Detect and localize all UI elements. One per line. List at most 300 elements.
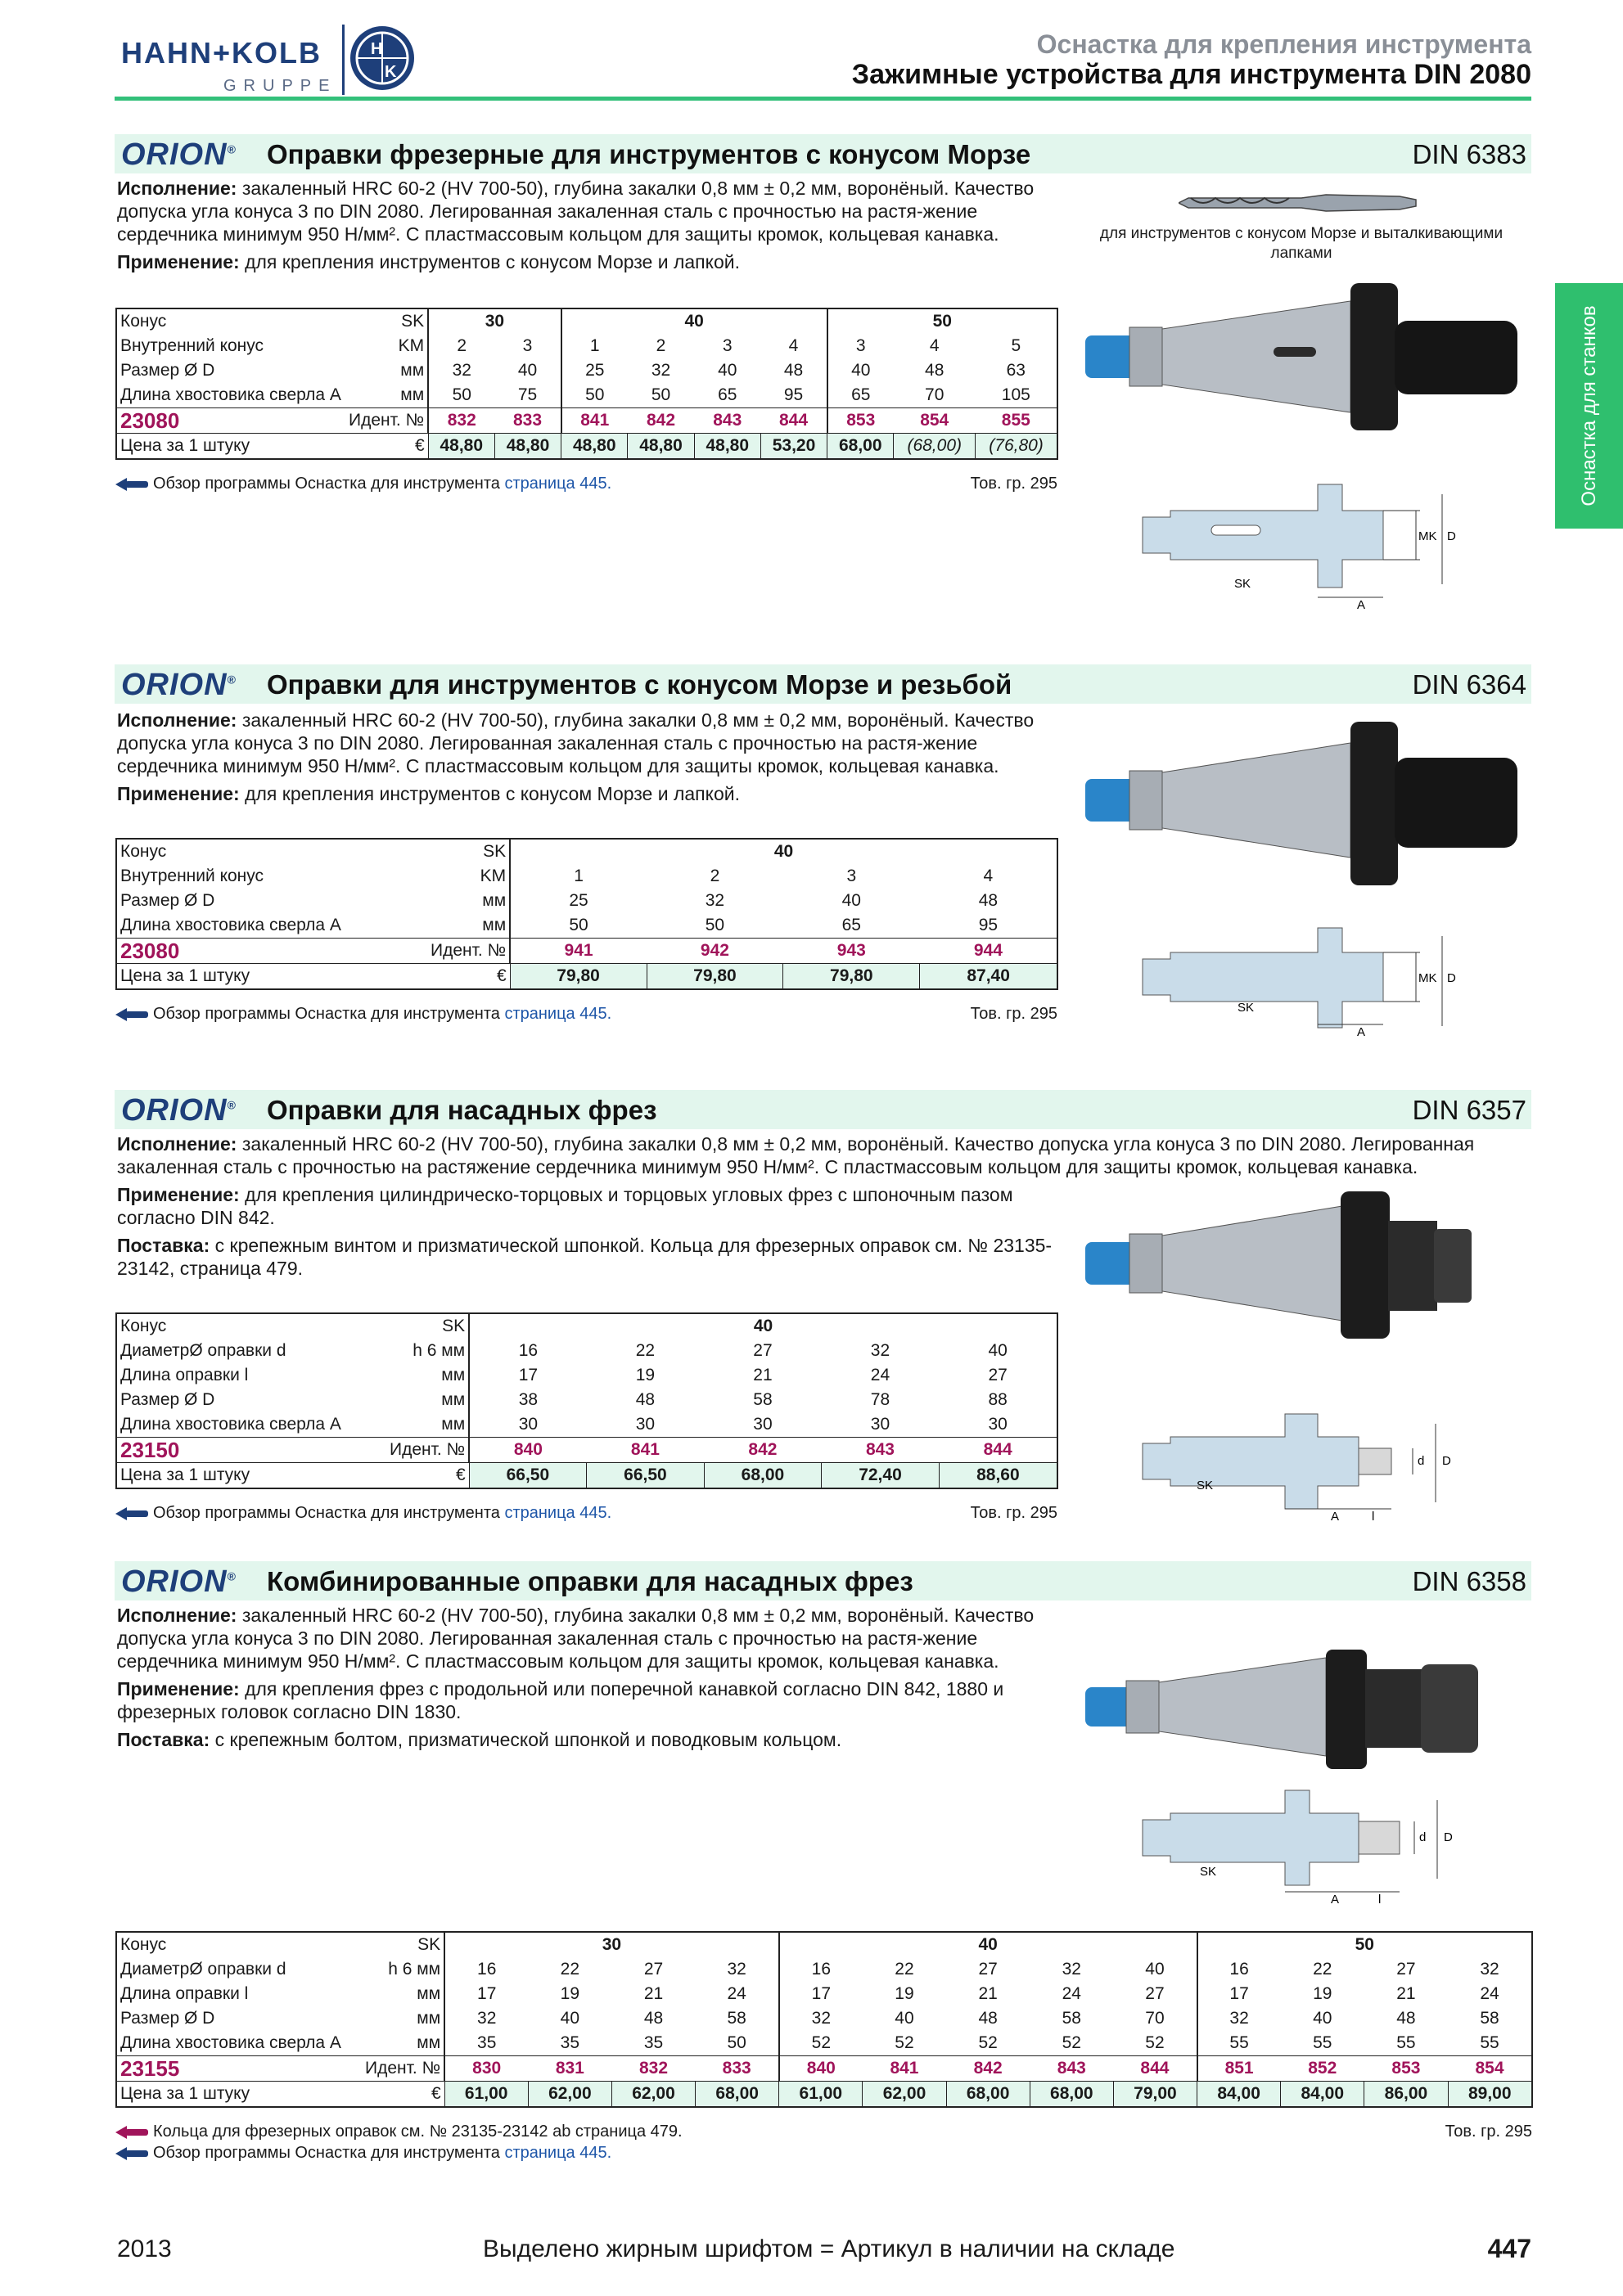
din-standard: DIN 6358 bbox=[1412, 1566, 1526, 1596]
svg-text:D: D bbox=[1447, 529, 1456, 543]
table-cell: 3 bbox=[846, 867, 857, 885]
table-cell: 19 bbox=[895, 1984, 914, 2003]
table-cell: 88 bbox=[988, 1390, 1008, 1409]
price-label: Цена за 1 штуку bbox=[116, 964, 427, 990]
table-cell: 35 bbox=[643, 2033, 664, 2052]
ident-number[interactable]: 944 bbox=[920, 939, 1057, 964]
row-label: ДиаметрØ оправки d bbox=[120, 1960, 286, 1979]
ident-number[interactable]: 942 bbox=[647, 939, 783, 964]
brand-logo: ORION® bbox=[121, 668, 237, 702]
row-unit: SK bbox=[442, 1317, 466, 1335]
arrow-left-icon bbox=[115, 1507, 148, 1520]
row-label: Конус bbox=[120, 842, 167, 861]
section-header-din6357 bbox=[115, 1090, 1531, 1129]
table-cell: 58 bbox=[1480, 2009, 1499, 2028]
brand-logo: ORION® bbox=[121, 137, 237, 172]
table-cell: 4 bbox=[929, 336, 940, 355]
table-cell: 58 bbox=[1062, 2009, 1081, 2028]
price-cell: (68,00) bbox=[894, 434, 976, 460]
row-label: Конус bbox=[120, 1317, 167, 1335]
row-label: Длина хвостовика сверла A bbox=[120, 1415, 341, 1434]
din-standard: DIN 6364 bbox=[1412, 669, 1526, 700]
table-cell: 17 bbox=[1197, 1982, 1281, 2006]
ident-number[interactable]: 854 bbox=[1448, 2056, 1532, 2082]
table-cell: 35 bbox=[444, 2031, 528, 2056]
table-cell: 19 bbox=[635, 1366, 656, 1384]
table-cell: 75 bbox=[517, 385, 538, 404]
price-cell: 62,00 bbox=[611, 2082, 695, 2108]
arrow-left-icon bbox=[115, 1008, 148, 1021]
table-cell: 40 bbox=[517, 361, 538, 380]
company-logo bbox=[121, 18, 416, 97]
table-cell: 70 bbox=[925, 385, 944, 404]
taper-group-40: 40 bbox=[561, 308, 827, 334]
row-label: Размер Ø D bbox=[120, 361, 215, 380]
price-cell: 62,00 bbox=[863, 2082, 946, 2108]
table-cell: 32 bbox=[705, 891, 725, 910]
side-tab-label: Оснастка для станков bbox=[1577, 305, 1600, 506]
price-cell: 68,00 bbox=[827, 434, 894, 460]
svg-text:l: l bbox=[1372, 1510, 1375, 1522]
svg-text:A: A bbox=[1331, 1893, 1340, 1907]
row-label: ДиаметрØ оправки d bbox=[120, 1341, 286, 1360]
table-cell: 17 bbox=[779, 1982, 863, 2006]
price-cell: 89,00 bbox=[1448, 2082, 1532, 2108]
table-cell: 27 bbox=[753, 1341, 773, 1360]
table-cell: 30 bbox=[988, 1415, 1008, 1434]
table-cell: 40 bbox=[827, 358, 894, 383]
table-cell: 52 bbox=[779, 2031, 863, 2056]
table-cell: 105 bbox=[1001, 385, 1030, 404]
table-cell: 2 bbox=[656, 336, 666, 355]
table-cell: 32 bbox=[779, 2006, 863, 2031]
row-label: Конус bbox=[120, 312, 167, 331]
taper-group-50: 50 bbox=[827, 308, 1057, 334]
table-cell: 21 bbox=[978, 1984, 998, 2003]
svg-text:SK: SK bbox=[1234, 577, 1251, 591]
ident-number[interactable]: 830 bbox=[444, 2056, 528, 2082]
brand-logo: ORION® bbox=[121, 1564, 237, 1599]
ident-number[interactable]: 844 bbox=[760, 408, 827, 434]
overview-note: Обзор программы Оснастка для инструмента страница 445. bbox=[115, 475, 611, 493]
price-cell: 87,40 bbox=[920, 964, 1057, 990]
row-unit: h 6 мм bbox=[413, 1341, 466, 1360]
table-cell: 55 bbox=[1313, 2033, 1332, 2052]
table-cell: 32 bbox=[1197, 2006, 1281, 2031]
overview-note: Обзор программы Оснастка для инструмента страница 445. bbox=[115, 2144, 611, 2163]
table-cell: 21 bbox=[753, 1366, 773, 1384]
table-cell: 65 bbox=[827, 383, 894, 408]
ident-number[interactable]: 842 bbox=[946, 2056, 1030, 2082]
table-cell: 30 bbox=[635, 1415, 656, 1434]
table-cell: 32 bbox=[428, 358, 494, 383]
holder-photo-3 bbox=[1080, 1188, 1490, 1352]
article-number: 23080 bbox=[116, 939, 427, 964]
row-label: Длина оправки l bbox=[120, 1984, 249, 2003]
table-cell: 48 bbox=[925, 361, 944, 380]
table-cell: 63 bbox=[1006, 361, 1026, 380]
overview-note: Обзор программы Оснастка для инструмента страница 445. bbox=[115, 1005, 611, 1024]
svg-text:K: K bbox=[385, 63, 397, 81]
table-cell: 55 bbox=[1396, 2033, 1416, 2052]
row-label: Длина хвостовика сверла A bbox=[120, 2033, 341, 2052]
ident-number[interactable]: 842 bbox=[628, 408, 694, 434]
price-cell: 66,50 bbox=[587, 1463, 705, 1489]
ident-number[interactable]: 831 bbox=[528, 2056, 611, 2082]
overview-link[interactable]: страница 445. bbox=[504, 475, 612, 493]
section-header-din6383 bbox=[115, 134, 1531, 173]
logo-subtitle: GRUPPE bbox=[223, 77, 337, 95]
din-standard: DIN 6357 bbox=[1412, 1095, 1526, 1125]
table-cell: 55 bbox=[1197, 2031, 1281, 2056]
spec-table-din6358 bbox=[115, 1931, 1533, 2108]
table-cell: 55 bbox=[1480, 2033, 1499, 2052]
row-unit: мм bbox=[482, 916, 507, 934]
price-cell: 66,50 bbox=[469, 1463, 587, 1489]
price-cell: 88,60 bbox=[939, 1463, 1057, 1489]
price-cell: 84,00 bbox=[1197, 2082, 1281, 2108]
ident-number[interactable]: 833 bbox=[696, 2056, 779, 2082]
din-standard: DIN 6383 bbox=[1412, 139, 1526, 169]
price-cell: 61,00 bbox=[779, 2082, 863, 2108]
price-cell: 48,80 bbox=[694, 434, 760, 460]
row-label: Размер Ø D bbox=[120, 2009, 215, 2028]
table-cell: 40 bbox=[1145, 1960, 1165, 1979]
row-unit: мм bbox=[400, 361, 425, 380]
table-cell: 25 bbox=[510, 889, 647, 913]
currency: € bbox=[345, 434, 428, 460]
taper-group-50: 50 bbox=[1197, 1932, 1532, 1957]
table-cell: 2 bbox=[428, 334, 494, 358]
ident-label: Идент. № bbox=[345, 408, 428, 434]
price-cell: 79,00 bbox=[1113, 2082, 1197, 2108]
table-cell: 1 bbox=[561, 334, 628, 358]
table-cell: 32 bbox=[444, 2006, 528, 2031]
table-cell: 40 bbox=[895, 2009, 914, 2028]
table-cell: 30 bbox=[469, 1412, 587, 1438]
row-unit: KM bbox=[480, 867, 507, 885]
price-cell: 48,80 bbox=[561, 434, 628, 460]
price-cell: 53,20 bbox=[760, 434, 827, 460]
ident-number[interactable]: 941 bbox=[510, 939, 647, 964]
ident-number[interactable]: 855 bbox=[976, 408, 1057, 434]
table-cell: 2 bbox=[710, 867, 720, 885]
dimension-drawing-2 bbox=[1138, 923, 1465, 1054]
holder-photo-4 bbox=[1080, 1645, 1506, 1776]
table-cell: 4 bbox=[983, 867, 994, 885]
ident-number[interactable]: 832 bbox=[611, 2056, 695, 2082]
svg-text:D: D bbox=[1444, 1830, 1453, 1844]
table-cell: 32 bbox=[870, 1341, 890, 1360]
price-cell: 68,00 bbox=[696, 2082, 779, 2108]
table-cell: 40 bbox=[1313, 2009, 1332, 2028]
price-cell: 48,80 bbox=[428, 434, 494, 460]
table-cell: 50 bbox=[561, 383, 628, 408]
section-header-din6364 bbox=[115, 664, 1531, 704]
table-cell: 22 bbox=[560, 1960, 580, 1979]
price-cell: 84,00 bbox=[1281, 2082, 1364, 2108]
table-cell: 50 bbox=[705, 916, 725, 934]
header-divider bbox=[115, 97, 1531, 101]
table-cell: 40 bbox=[718, 361, 737, 380]
table-cell: 22 bbox=[895, 1960, 914, 1979]
price-cell: 79,80 bbox=[647, 964, 783, 990]
table-cell: 32 bbox=[1480, 1960, 1499, 1979]
table-cell: 32 bbox=[1062, 1960, 1081, 1979]
table-cell: 24 bbox=[1062, 1984, 1081, 2003]
section-description: Исполнение: закаленный HRC 60-2 (HV 700-50), глубина закалки 0,8 мм ± 0,2 мм, воронёный. Качество допуска угла конуса 3 по DIN 2080. Легированная закаленная сталь с прочностью на растя-жение сердечника минимум 950 Н/мм². С пластмассовым кольцом для защиты кромок, кольцевая канавка. Применение: для крепления инструментов с конусом Морзе и лапкой. bbox=[117, 178, 1035, 272]
product-group: Тов. гр. 295 bbox=[970, 475, 1057, 493]
product-group: Тов. гр. 295 bbox=[970, 1005, 1057, 1023]
table-cell: 27 bbox=[1145, 1984, 1165, 2003]
ident-number[interactable]: 843 bbox=[694, 408, 760, 434]
taper-group-40: 40 bbox=[469, 1313, 1057, 1339]
ident-number[interactable]: 841 bbox=[561, 408, 628, 434]
row-unit: SK bbox=[417, 1935, 441, 1954]
price-label: Цена за 1 штуку bbox=[116, 2082, 362, 2108]
logo-emblem-icon bbox=[349, 25, 416, 92]
table-cell: 25 bbox=[561, 358, 628, 383]
row-unit: мм bbox=[417, 2033, 441, 2052]
taper-group-40: 40 bbox=[779, 1932, 1197, 1957]
ident-number[interactable]: 851 bbox=[1197, 2056, 1281, 2082]
rings-note: Кольца для фрезерных оправок см. № 23135-23142 ab страница 479. bbox=[115, 2123, 683, 2141]
svg-text:A: A bbox=[1331, 1510, 1340, 1522]
row-label: Внутренний конус bbox=[120, 336, 264, 355]
table-cell: 24 bbox=[870, 1366, 890, 1384]
svg-text:d: d bbox=[1418, 1454, 1425, 1468]
section-title: Оправки фрезерные для инструментов с конусом Морзе bbox=[267, 139, 1031, 169]
table-cell: 95 bbox=[978, 916, 999, 934]
taper-group-30: 30 bbox=[428, 308, 561, 334]
article-number: 23155 bbox=[116, 2056, 362, 2082]
holder-photo-2 bbox=[1080, 715, 1522, 895]
price-cell: 48,80 bbox=[628, 434, 694, 460]
table-cell: 3 bbox=[722, 336, 733, 355]
table-cell: 24 bbox=[727, 1984, 746, 2003]
row-label: Внутренний конус bbox=[120, 867, 264, 885]
table-cell: 52 bbox=[978, 2033, 998, 2052]
row-unit: h 6 мм bbox=[388, 1960, 441, 1979]
price-cell: 79,80 bbox=[783, 964, 920, 990]
row-unit: мм bbox=[417, 1984, 441, 2003]
table-cell: 40 bbox=[841, 891, 861, 910]
catalog-category: Оснастка для крепления инструмента bbox=[1036, 29, 1531, 59]
brand-logo: ORION® bbox=[121, 1093, 237, 1128]
ident-number[interactable]: 843 bbox=[822, 1438, 940, 1463]
table-cell: 24 bbox=[1480, 1984, 1499, 2003]
ident-number[interactable]: 842 bbox=[704, 1438, 822, 1463]
table-cell: 38 bbox=[469, 1388, 587, 1412]
price-cell: 48,80 bbox=[494, 434, 561, 460]
table-cell: 52 bbox=[1062, 2033, 1081, 2052]
svg-text:D: D bbox=[1442, 1454, 1451, 1468]
table-cell: 27 bbox=[988, 1366, 1008, 1384]
article-number: 23150 bbox=[116, 1438, 386, 1463]
row-label: Размер Ø D bbox=[120, 1390, 215, 1409]
svg-text:SK: SK bbox=[1200, 1865, 1217, 1879]
ident-number[interactable]: 832 bbox=[428, 408, 494, 434]
svg-text:SK: SK bbox=[1197, 1479, 1214, 1492]
table-cell: 48 bbox=[978, 891, 999, 910]
overview-link[interactable]: страница 445. bbox=[504, 1005, 612, 1023]
svg-text:d: d bbox=[1419, 1830, 1427, 1844]
arrow-left-icon bbox=[115, 478, 148, 491]
row-label: Длина оправки l bbox=[120, 1366, 249, 1384]
table-cell: 50 bbox=[727, 2033, 746, 2052]
footer-note: Выделено жирным шрифтом = Артикул в наличии на складе bbox=[483, 2235, 1175, 2262]
row-label: Длина хвостовика сверла A bbox=[120, 385, 341, 404]
row-label: Длина хвостовика сверла A bbox=[120, 916, 341, 934]
svg-text:MK: MK bbox=[1418, 529, 1437, 543]
table-cell: 48 bbox=[635, 1390, 656, 1409]
overview-link[interactable]: страница 445. bbox=[504, 2144, 612, 2162]
table-cell: 95 bbox=[783, 385, 804, 404]
table-cell: 4 bbox=[788, 336, 799, 355]
ident-number[interactable]: 843 bbox=[1030, 2056, 1113, 2082]
table-cell: 58 bbox=[753, 1390, 773, 1409]
ident-number[interactable]: 841 bbox=[863, 2056, 946, 2082]
row-label: Размер Ø D bbox=[120, 891, 215, 910]
product-group: Тов. гр. 295 bbox=[1445, 2123, 1532, 2141]
price-cell: 68,00 bbox=[1030, 2082, 1113, 2108]
table-cell: 65 bbox=[718, 385, 737, 404]
image-caption: для инструментов с конусом Морзе и выталкивающими лапками bbox=[1099, 225, 1504, 262]
page-number: 447 bbox=[1487, 2234, 1531, 2263]
side-section-tab[interactable] bbox=[1555, 283, 1623, 529]
ident-number[interactable]: 840 bbox=[779, 2056, 863, 2082]
table-cell: 50 bbox=[428, 383, 494, 408]
price-cell: 72,40 bbox=[822, 1463, 940, 1489]
ident-label: Идент. № bbox=[362, 2056, 444, 2082]
table-cell: 19 bbox=[560, 1984, 580, 2003]
row-unit: мм bbox=[400, 385, 425, 404]
table-cell: 40 bbox=[988, 1341, 1008, 1360]
table-cell: 19 bbox=[1313, 1984, 1332, 2003]
table-cell: 52 bbox=[895, 2033, 914, 2052]
table-cell: 50 bbox=[651, 385, 671, 404]
arrow-left-icon bbox=[115, 2147, 148, 2160]
price-cell: 86,00 bbox=[1364, 2082, 1448, 2108]
svg-text:MK: MK bbox=[1418, 971, 1437, 985]
ident-number[interactable]: 854 bbox=[894, 408, 976, 434]
price-cell: 79,80 bbox=[510, 964, 647, 990]
table-cell: 40 bbox=[560, 2009, 580, 2028]
ident-number[interactable]: 844 bbox=[939, 1438, 1057, 1463]
dimension-drawing-4 bbox=[1138, 1784, 1465, 1907]
table-cell: 50 bbox=[510, 913, 647, 939]
ident-number[interactable]: 840 bbox=[469, 1438, 587, 1463]
section-description: Исполнение: закаленный HRC 60-2 (HV 700-50), глубина закалки 0,8 мм ± 0,2 мм, воронёный. Качество допуска угла конуса 3 по DIN 2080. Легированная закаленная сталь с прочностью на растяжение сердечника минимум 950 Н/мм². С пластмассовым кольцом для защиты кромок, кольцевая канавка. Применение: для крепления цилиндрическо-торцовых и торцовых угловых фрез с шпоночным пазом согласно DIN 842. Поставка: с крепежным винтом и призматической шпонкой. Кольца для фрезерных оправок см. № 23135-23142, страница 479. bbox=[117, 1133, 1475, 1279]
table-cell: 5 bbox=[1011, 336, 1021, 355]
ident-number[interactable]: 853 bbox=[827, 408, 894, 434]
product-group: Тов. гр. 295 bbox=[970, 1504, 1057, 1522]
article-number: 23080 bbox=[116, 408, 345, 434]
row-unit: KM bbox=[398, 336, 425, 355]
row-unit: мм bbox=[417, 2009, 441, 2028]
price-cell: 62,00 bbox=[528, 2082, 611, 2108]
table-cell: 27 bbox=[643, 1960, 664, 1979]
price-cell: 68,00 bbox=[704, 1463, 822, 1489]
table-cell: 16 bbox=[1197, 1957, 1281, 1982]
price-label: Цена за 1 штуку bbox=[116, 1463, 386, 1489]
table-cell: 52 bbox=[1145, 2033, 1165, 2052]
arrow-left-icon bbox=[115, 2126, 148, 2139]
table-cell: 30 bbox=[753, 1415, 773, 1434]
spec-table-din6357 bbox=[115, 1312, 1058, 1489]
currency: € bbox=[427, 964, 510, 990]
svg-text:H: H bbox=[371, 40, 383, 58]
overview-link[interactable]: страница 445. bbox=[504, 1504, 612, 1522]
table-cell: 48 bbox=[1396, 2009, 1416, 2028]
ident-label: Идент. № bbox=[386, 1438, 469, 1463]
table-cell: 65 bbox=[841, 916, 861, 934]
ident-number[interactable]: 844 bbox=[1113, 2056, 1197, 2082]
section-title: Комбинированные оправки для насадных фрез bbox=[267, 1566, 913, 1596]
row-unit: SK bbox=[401, 312, 425, 331]
row-unit: SK bbox=[483, 842, 507, 861]
table-cell: 21 bbox=[643, 1984, 664, 2003]
svg-text:A: A bbox=[1357, 1025, 1366, 1039]
table-cell: 1 bbox=[510, 864, 647, 889]
table-cell: 16 bbox=[779, 1957, 863, 1982]
price-cell: 68,00 bbox=[946, 2082, 1030, 2108]
table-cell: 21 bbox=[1396, 1984, 1416, 2003]
ident-number[interactable]: 853 bbox=[1364, 2056, 1448, 2082]
row-unit: мм bbox=[441, 1390, 466, 1409]
footer-year: 2013 bbox=[117, 2235, 172, 2262]
section-description: Исполнение: закаленный HRC 60-2 (HV 700-50), глубина закалки 0,8 мм ± 0,2 мм, воронёный. Качество допуска угла конуса 3 по DIN 2080. Легированная закаленная сталь с прочностью на растя-жение сердечника минимум 950 Н/мм². С пластмассовым кольцом для защиты кромок, кольцевая канавка. Применение: для крепления инструментов с конусом Морзе и лапкой. bbox=[117, 709, 1035, 804]
section-title: Оправки для инструментов с конусом Морзе и резьбой bbox=[267, 669, 1012, 700]
ident-number[interactable]: 943 bbox=[783, 939, 920, 964]
table-cell: 30 bbox=[870, 1415, 890, 1434]
ident-number[interactable]: 841 bbox=[587, 1438, 705, 1463]
table-cell: 17 bbox=[444, 1982, 528, 2006]
ident-label: Идент. № bbox=[427, 939, 510, 964]
price-cell: 61,00 bbox=[444, 2082, 528, 2108]
table-cell: 35 bbox=[560, 2033, 580, 2052]
table-cell: 27 bbox=[1396, 1960, 1416, 1979]
ident-number[interactable]: 852 bbox=[1281, 2056, 1364, 2082]
dimension-drawing-1 bbox=[1138, 478, 1465, 609]
row-label: Конус bbox=[120, 1935, 167, 1954]
logo-divider bbox=[342, 25, 345, 95]
table-cell: 22 bbox=[1313, 1960, 1332, 1979]
catalog-subcategory: Зажимные устройства для инструмента DIN 2080 bbox=[851, 59, 1531, 90]
table-cell: 32 bbox=[651, 361, 671, 380]
table-cell: 48 bbox=[978, 2009, 998, 2028]
ident-number[interactable]: 833 bbox=[494, 408, 561, 434]
taper-group-40: 40 bbox=[510, 839, 1057, 864]
table-cell: 32 bbox=[727, 1960, 746, 1979]
svg-text:D: D bbox=[1447, 971, 1456, 985]
table-cell: 22 bbox=[635, 1341, 656, 1360]
dimension-drawing-3 bbox=[1138, 1407, 1465, 1522]
overview-note: Обзор программы Оснастка для инструмента страница 445. bbox=[115, 1504, 611, 1523]
row-unit: мм bbox=[482, 891, 507, 910]
row-unit: мм bbox=[441, 1415, 466, 1434]
price-cell: (76,80) bbox=[976, 434, 1057, 460]
table-cell: 48 bbox=[783, 361, 804, 380]
svg-text:l: l bbox=[1378, 1893, 1382, 1907]
drill-illustration bbox=[1179, 187, 1424, 219]
svg-text:SK: SK bbox=[1238, 1001, 1255, 1015]
table-cell: 3 bbox=[522, 336, 533, 355]
table-cell: 27 bbox=[978, 1960, 998, 1979]
row-unit: мм bbox=[441, 1366, 466, 1384]
section-description: Исполнение: закаленный HRC 60-2 (HV 700-50), глубина закалки 0,8 мм ± 0,2 мм, воронёный. Качество допуска угла конуса 3 по DIN 2080. Легированная закаленная сталь с прочностью на растя-жение сердечника минимум 950 Н/мм². С пластмассовым кольцом для защиты кромок, кольцевая канавка. Применение: для крепления фрез с продольной или поперечной канавкой согласно DIN 842, 1880 и фрезерных головок согласно DIN 1830. Поставка: с крепежным болтом, призматической шпонкой и поводковым кольцом. bbox=[117, 1605, 1035, 1750]
table-cell: 3 bbox=[827, 334, 894, 358]
